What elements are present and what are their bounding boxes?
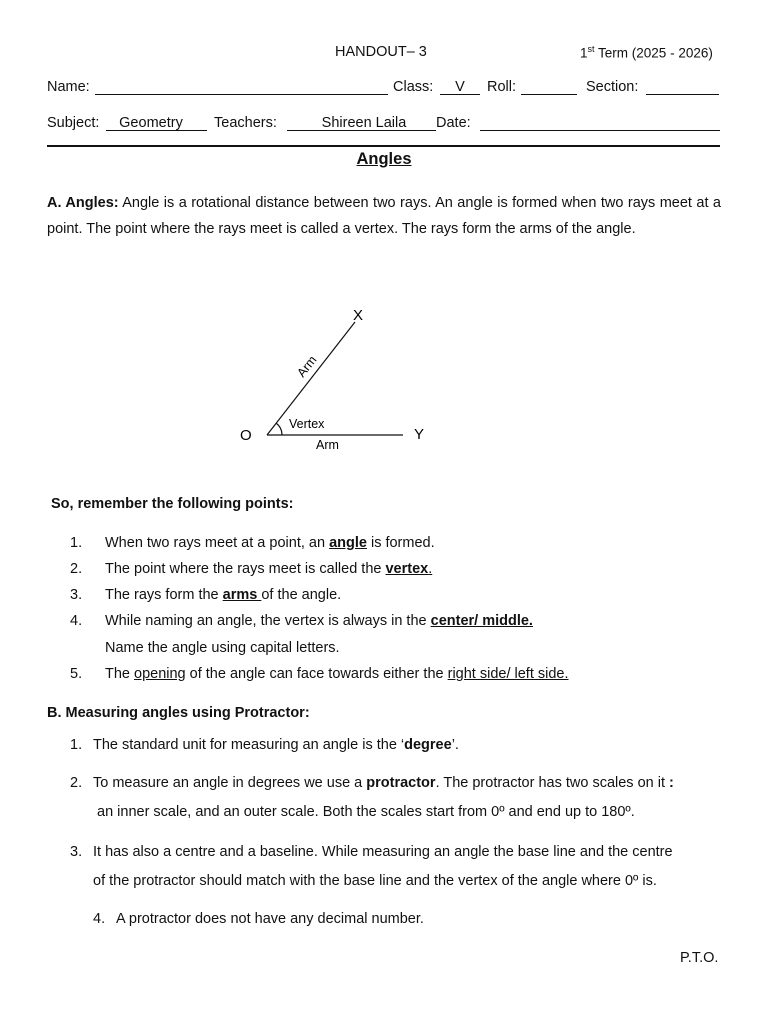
handout-title: HANDOUT– 3 [335,44,427,60]
angle-diagram [230,295,450,465]
protractor-item-2-colon: : [669,775,674,791]
teachers-label: Teachers: [214,115,277,131]
protractor-item-1 [93,737,459,753]
remember-item-5-key2: right side/ left side. [447,666,569,682]
remember-item-4-key: center/ middle. [430,613,533,629]
section-a-text: Angle is a rotational distance between two rays. An angle is formed when two rays meet at a point. The point where the rays meet is called a vertex. The rays form the arms of the angle. [47,195,721,237]
page-title: Angles [356,150,412,168]
term-label [580,44,713,61]
subject-label: Subject: [47,115,100,131]
vertex-arc [276,423,282,435]
remember-item-2 [105,561,432,577]
protractor-item-3: It has also a centre and a baseline. While measuring an angle the base line and the centre [93,844,673,860]
section-a-heading: A. Angles: [47,195,119,211]
remember-item-2-pre: The point where the rays meet is called the [105,561,386,577]
remember-num-3: 3. [70,587,83,603]
remember-item-2-post: . [428,561,433,577]
term-years: Term (2025 - 2026) [594,45,713,61]
remember-item-1-pre: When two rays meet at a point, an [105,535,330,551]
remember-item-3-post: of the angle. [261,587,342,603]
protractor-item-1-post: ’. [451,737,459,753]
section-label: Section: [586,79,639,95]
remember-item-1-post: is formed. [366,535,435,551]
protractor-item-2-pre: To measure an angle in degrees we use a [93,775,367,791]
protractor-num-1: 1. [70,737,83,753]
remember-item-3-key: arms [222,587,262,603]
teachers-value: Shireen Laila [321,115,407,131]
remember-item-5-pre: The [105,666,135,682]
subject-value: Geometry [119,115,183,131]
label-arm-base: Arm [316,438,339,452]
remember-num-5: 5. [70,666,83,682]
label-x: X [353,307,364,324]
class-label: Class: [393,79,434,95]
roll-field-line[interactable] [521,94,577,95]
remember-item-4 [105,613,533,629]
name-field-line[interactable] [95,94,388,95]
remember-item-3 [105,587,341,603]
term-superscript: st [587,44,595,54]
protractor-num-3: 3. [70,844,83,860]
remember-heading: So, remember the following points: [51,496,294,512]
remember-item-5-mid: of the angle can face towards either the [185,666,448,682]
label-o: O [240,427,252,444]
protractor-num-4: 4. [93,911,106,927]
pto-footer: P.T.O. [680,950,719,966]
remember-item-5-key: opening [134,666,186,682]
label-arm-slant: Arm [294,353,320,380]
date-label: Date: [436,115,471,131]
remember-item-4-line2: Name the angle using capital letters. [105,640,340,656]
protractor-item-2-post: . The protractor has two scales on it [435,775,670,791]
remember-item-2-key: vertex [385,561,429,577]
term-number: 1 [580,45,588,61]
remember-item-5 [105,666,569,682]
protractor-item-2-line2: an inner scale, and an outer scale. Both the scales start from 0º and end up to 180º. [97,804,635,820]
remember-item-1-key: angle [329,535,367,551]
protractor-item-3-line2: of the protractor should match with the base line and the vertex of the angle where 0º is. [93,873,657,889]
protractor-num-2: 2. [70,775,83,791]
protractor-item-1-pre: The standard unit for measuring an angle is the ‘ [93,737,405,753]
protractor-item-1-key: degree [404,737,452,753]
date-field-line[interactable] [480,130,720,131]
remember-num-2: 2. [70,561,83,577]
protractor-item-2 [93,775,721,791]
section-field-line[interactable] [646,94,719,95]
protractor-item-2-key: protractor [366,775,436,791]
remember-item-3-pre: The rays form the [105,587,223,603]
roll-label: Roll: [487,79,517,95]
class-value: V [455,79,465,95]
remember-num-1: 1. [70,535,83,551]
remember-num-4: 4. [70,613,83,629]
section-a-paragraph [47,190,721,242]
remember-item-1 [105,535,435,551]
label-vertex: Vertex [289,417,325,431]
remember-item-4-pre: While naming an angle, the vertex is always in the [105,613,431,629]
header-divider [47,145,720,147]
section-b-heading: B. Measuring angles using Protractor: [47,705,310,721]
label-y: Y [414,426,425,443]
protractor-item-4: A protractor does not have any decimal number. [116,911,424,927]
name-label: Name: [47,79,90,95]
